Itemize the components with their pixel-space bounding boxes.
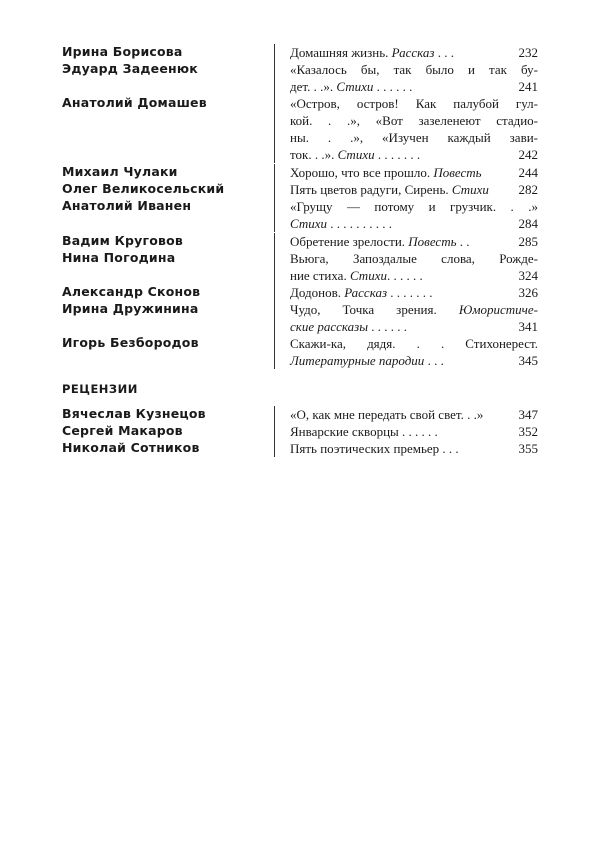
entry-title xyxy=(290,423,510,440)
toc-entry xyxy=(274,406,538,423)
toc-entry xyxy=(274,284,538,301)
toc-entry xyxy=(274,164,538,181)
toc-entry xyxy=(274,440,538,457)
leader-dots: . . . . . . xyxy=(373,78,413,94)
page-number: 355 xyxy=(518,441,538,456)
entry-title xyxy=(290,181,510,198)
page-number: 345 xyxy=(518,352,538,368)
title-text: Пять цветов радуги, Сирень. xyxy=(290,182,449,197)
section-heading-reviews: РЕЦЕНЗИИ xyxy=(62,382,138,396)
toc-entry xyxy=(274,335,538,369)
page-number: 282 xyxy=(518,182,538,197)
entry-title xyxy=(290,215,510,232)
author-name: Вячеслав Кузнецов xyxy=(62,406,206,421)
page-number: 244 xyxy=(518,165,538,180)
page-number: 241 xyxy=(518,78,538,94)
entry-title xyxy=(290,440,510,457)
entry-line xyxy=(274,78,538,95)
entry-title xyxy=(290,78,510,95)
entry-title xyxy=(290,112,538,129)
author-name: Михаил Чулаки xyxy=(62,164,178,179)
genre-label: Стихи xyxy=(290,215,328,231)
entry-line xyxy=(274,146,538,163)
toc-entry xyxy=(274,423,538,440)
entry-line xyxy=(274,233,538,250)
title-text: Чудо, Точка зрения. xyxy=(290,302,437,317)
genre-label: Повесть xyxy=(408,234,457,249)
title-text: Вьюга, Запоздалые слова, Рожде- xyxy=(290,251,538,266)
leader-dots: . . . xyxy=(439,441,459,456)
title-text: «Остров, остров! Как палубой гул- xyxy=(290,96,538,111)
entry-title xyxy=(290,164,510,181)
genre-label: Рассказ xyxy=(344,285,388,300)
entry-line xyxy=(274,352,538,369)
entry-line xyxy=(274,198,538,215)
entry-line xyxy=(274,440,538,457)
page-number: 341 xyxy=(518,318,538,334)
genre-label: Стихи xyxy=(451,182,489,197)
entry-title xyxy=(290,301,538,318)
genre-label: Стихи xyxy=(349,267,387,283)
author-name: Александр Сконов xyxy=(62,284,201,299)
entry-title xyxy=(290,318,510,335)
entry-title xyxy=(290,352,510,369)
author-name: Эдуард Задеенюк xyxy=(62,61,198,76)
entry-title xyxy=(290,233,510,250)
author-name: Ирина Дружинина xyxy=(62,301,199,316)
author-name: Анатолий Иванен xyxy=(62,198,192,213)
page-number: 285 xyxy=(518,234,538,249)
title-text: Домашняя жизнь. xyxy=(290,45,389,60)
entry-line xyxy=(274,164,538,181)
genre-label: Литературные пародии xyxy=(290,352,425,368)
author-name: Ирина Борисова xyxy=(62,44,183,59)
leader-dots: . . . . . . . xyxy=(374,146,421,162)
page-number: 347 xyxy=(518,407,538,422)
leader-dots: . . . . . . xyxy=(368,318,408,334)
toc-entry xyxy=(274,61,538,95)
entry-title xyxy=(290,61,538,78)
genre-label: Повесть xyxy=(433,165,482,180)
entry-line xyxy=(274,44,538,61)
entry-title xyxy=(290,146,510,163)
entry-title xyxy=(290,267,510,284)
genre-label: Рассказ xyxy=(391,45,435,60)
entry-line xyxy=(274,250,538,267)
title-text: Хорошо, что все прошло. xyxy=(290,165,431,180)
entry-line xyxy=(274,423,538,440)
title-text: «Грущу — потому и грузчик. . .» xyxy=(290,199,538,214)
entry-line xyxy=(274,318,538,335)
page-number: 324 xyxy=(518,267,538,283)
genre-label: Юмористиче- xyxy=(458,302,538,317)
entry-title xyxy=(290,335,538,352)
toc-entry xyxy=(274,95,538,163)
entry-line xyxy=(274,335,538,352)
author-name: Вадим Круговов xyxy=(62,233,184,248)
genre-label: Стихи xyxy=(336,78,374,94)
page-number: 284 xyxy=(518,215,538,231)
title-text: кой. . .», «Вот зазеленеют стадио- xyxy=(290,112,538,128)
entry-title xyxy=(290,284,510,301)
genre-label: ские рассказы xyxy=(290,318,369,334)
entry-line xyxy=(274,181,538,198)
author-name: Нина Погодина xyxy=(62,250,176,265)
entry-line xyxy=(274,406,538,423)
toc-entry xyxy=(274,233,538,250)
title-text: «Казалось бы, так было и так бу- xyxy=(290,62,538,77)
entry-title xyxy=(290,129,538,146)
entry-line xyxy=(274,129,538,146)
page-number: 352 xyxy=(518,424,538,439)
leader-dots: . . . . . . . . . . xyxy=(327,215,393,231)
entry-title xyxy=(290,198,538,215)
toc-entry xyxy=(274,198,538,232)
leader-dots: . . . . . . . xyxy=(387,285,433,300)
title-text: Скажи-ка, дядя. . . Стихонерест. xyxy=(290,336,538,351)
toc-entry xyxy=(274,181,538,198)
title-text: Додонов. xyxy=(290,285,341,300)
title-text: «О, как мне передать свой свет. . .» xyxy=(290,407,484,422)
entry-line xyxy=(274,301,538,318)
title-text: ны. . .», «Изучен каждый зави- xyxy=(290,129,538,145)
entry-title xyxy=(290,406,510,423)
author-name: Сергей Макаров xyxy=(62,423,183,438)
page-number: 242 xyxy=(518,146,538,162)
entry-line xyxy=(274,112,538,129)
title-text: Январские скворцы xyxy=(290,424,399,439)
author-name: Игорь Безбородов xyxy=(62,335,199,350)
entry-title xyxy=(290,95,538,112)
entry-line xyxy=(274,267,538,284)
page-number: 232 xyxy=(518,45,538,60)
entry-line xyxy=(274,284,538,301)
leader-dots: . . . . . . xyxy=(398,424,438,439)
author-name: Олег Великосельский xyxy=(62,181,225,196)
toc-entry xyxy=(274,250,538,284)
toc-entry xyxy=(274,44,538,61)
title-text: дет. . .». xyxy=(290,78,334,94)
title-text: Пять поэтических премьер xyxy=(290,441,440,456)
leader-dots: . . xyxy=(456,234,470,249)
entry-line xyxy=(274,61,538,78)
title-text: Обретение зрелости. xyxy=(290,234,406,249)
author-name: Николай Сотников xyxy=(62,440,200,455)
author-name: Анатолий Домашев xyxy=(62,95,207,110)
toc-entry xyxy=(274,301,538,335)
entry-line xyxy=(274,95,538,112)
page-number: 326 xyxy=(518,285,538,300)
title-text: ток. . .». xyxy=(290,146,335,162)
leader-dots: . . . xyxy=(434,45,454,60)
entry-title xyxy=(290,250,538,267)
entry-line xyxy=(274,215,538,232)
leader-dots: . . . . . . xyxy=(386,267,423,283)
entry-title xyxy=(290,44,510,61)
leader-dots: . . . xyxy=(424,352,444,368)
genre-label: Стихи xyxy=(337,146,375,162)
title-text: ние стиха. xyxy=(290,267,347,283)
